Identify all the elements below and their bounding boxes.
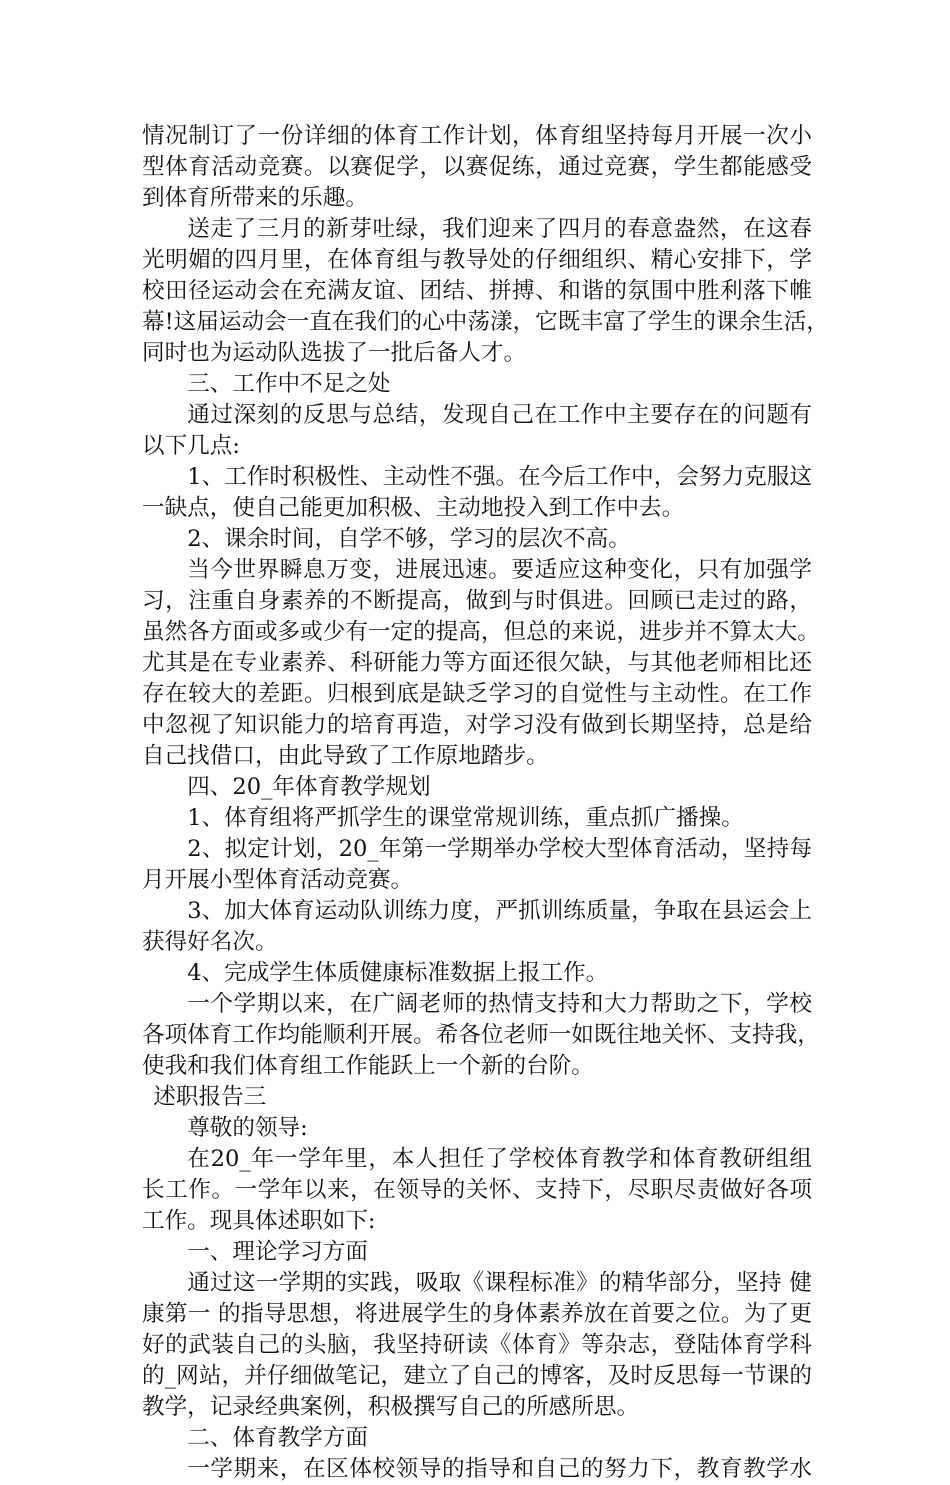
document-line: 型体育活动竞赛。以赛促学，以赛促练，通过竞赛，学生都能感受 (142, 154, 812, 180)
document-line: 情况制订了一份详细的体育工作计划，体育组坚持每月开展一次小 (142, 123, 812, 149)
document-line: 校田径运动会在充满友谊、团结、拼搏、和谐的氛围中胜利落下帷 (142, 278, 812, 304)
document-line: 的_网站，并仔细做笔记，建立了自己的博客，及时反思每一节课的 (142, 1363, 812, 1389)
document-line: 四、20_年体育教学规划 (187, 774, 431, 800)
document-line: 一缺点，使自己能更加积极、主动地投入到工作中去。 (142, 495, 685, 521)
document-line: 送走了三月的新芽吐绿，我们迎来了四月的春意盎然，在这春 (187, 216, 812, 242)
document-line: 4、完成学生体质健康标准数据上报工作。 (187, 960, 609, 986)
document-line: 工作。现具体述职如下: (142, 1208, 376, 1234)
document-line: 好的武装自己的头脑，我坚持研读《体育》等杂志，登陆体育学科 (142, 1332, 812, 1358)
document-line: 1、体育组将严抓学生的课堂常规训练，重点抓广播操。 (187, 805, 744, 831)
document-line: 幕!这届运动会一直在我们的心中荡漾，它既丰富了学生的课余生活， (142, 309, 829, 335)
document-line: 尤其是在专业素养、科研能力等方面还很欠缺，与其他老师相比还 (142, 650, 812, 676)
document-line: 三、工作中不足之处 (187, 371, 391, 397)
document-line: 同时也为运动队选拔了一批后备人才。 (142, 340, 527, 366)
document-line: 到体育所带来的乐趣。 (142, 185, 368, 211)
document-line: 光明媚的四月里，在体育组与教导处的仔细组织、精心安排下，学 (142, 247, 812, 273)
document-line: 1、工作时积极性、主动性不强。在今后工作中，会努力克服这 (187, 464, 812, 490)
document-line: 述职报告三 (153, 1084, 267, 1110)
document-line: 一个学期以来，在广阔老师的热情支持和大力帮助之下，学校 (187, 991, 812, 1017)
document-line: 中忽视了知识能力的培育再造，对学习没有做到长期坚持，总是给 (142, 712, 812, 738)
document-line: 在20_年一学年里，本人担任了学校体育教学和体育教研组组 (187, 1146, 812, 1172)
document-line: 通过深刻的反思与总结，发现自己在工作中主要存在的问题有 (187, 402, 812, 428)
document-line: 自己找借口，由此导致了工作原地踏步。 (142, 743, 549, 769)
document-body (142, 121, 829, 1485)
document-line: 尊敬的领导: (187, 1115, 308, 1141)
document-line: 获得好名次。 (142, 929, 278, 955)
document-line: 教学，记录经典案例，积极撰写自己的所感所思。 (142, 1394, 640, 1420)
document-line: 各项体育工作均能顺利开展。希各位老师一如既往地关怀、支持我， (142, 1022, 820, 1048)
document-line: 康第一 的指导思想，将进展学生的身体素养放在首要之位。为了更 (142, 1301, 812, 1327)
document-line: 2、课余时间，自学不够，学习的层次不高。 (187, 526, 631, 552)
document-line: 一学期来，在区体校领导的指导和自己的努力下，教育教学水 (187, 1456, 812, 1482)
document-line: 3、加大体育运动队训练力度，严抓训练质量，争取在县运会上 (187, 898, 812, 924)
document-line: 当今世界瞬息万变，进展迅速。要适应这种变化，只有加强学 (187, 557, 812, 583)
document-line: 通过这一学期的实践，吸取《课程标准》的精华部分，坚持 健 (187, 1270, 812, 1296)
document-line: 月开展小型体育活动竞赛。 (142, 867, 414, 893)
document-line: 存在较大的差距。归根到底是缺乏学习的自觉性与主动性。在工作 (142, 681, 812, 707)
document-line: 虽然各方面或多或少有一定的提高，但总的来说，进步并不算太大。 (142, 619, 820, 645)
document-line: 长工作。一学年以来，在领导的关怀、支持下，尽职尽责做好各项 (142, 1177, 812, 1203)
document-line: 以下几点: (142, 433, 240, 459)
document-line: 习，注重自身素养的不断提高，做到与时俱进。回顾已走过的路， (142, 588, 812, 614)
document-line: 二、体育教学方面 (187, 1425, 368, 1451)
document-line: 2、拟定计划，20_年第一学期举办学校大型体育活动，坚持每 (187, 836, 812, 862)
document-line: 一、理论学习方面 (187, 1239, 368, 1265)
document-line: 使我和我们体育组工作能跃上一个新的台阶。 (142, 1053, 594, 1079)
